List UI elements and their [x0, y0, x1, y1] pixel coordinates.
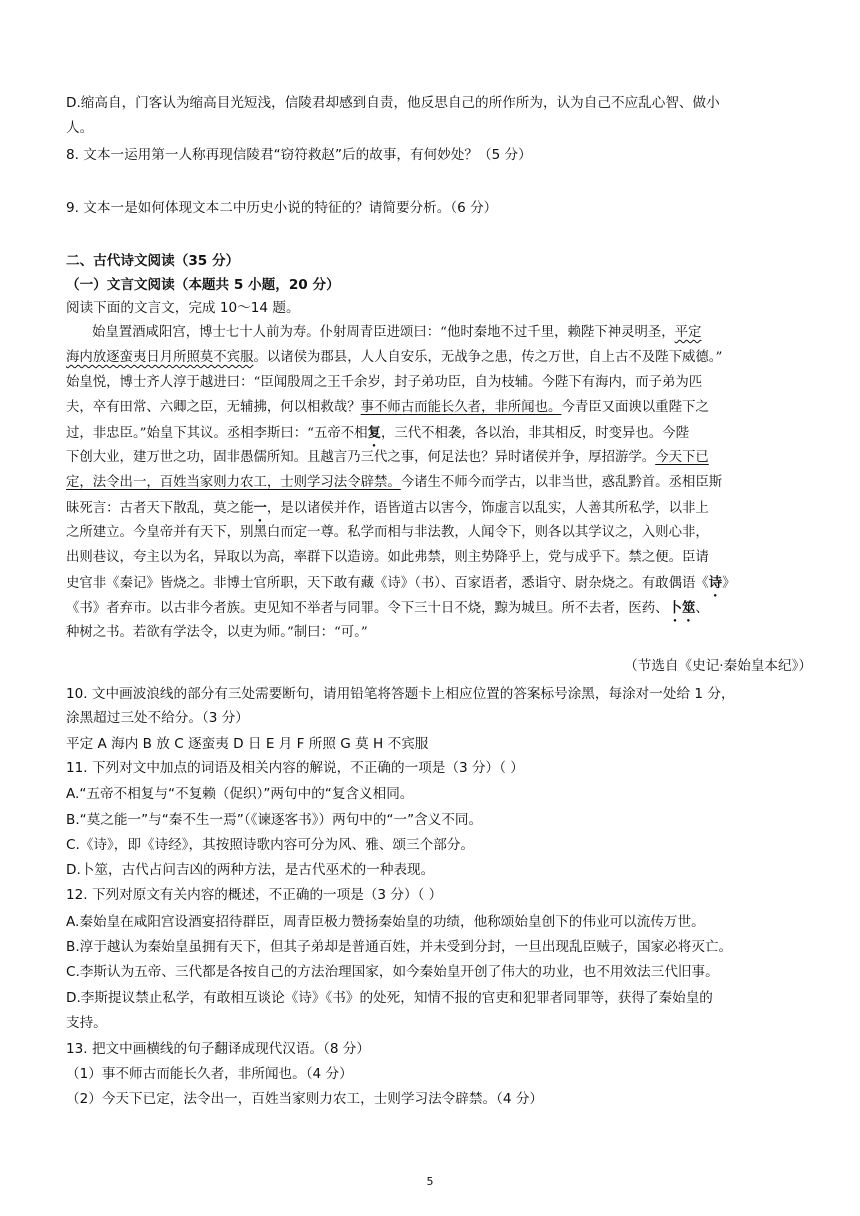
question-11: 11. 下列对文中加点的词语及相关内容的解说，不正确的一项是（3 分）（ ）	[66, 760, 524, 776]
passage-text: 。以诸侯为郡县，人人自安乐，无战争之患，传之万世，自上古不及陛下威德。”	[253, 350, 723, 365]
passage-text: 下创大业，建万世之功，固非愚儒所知。且越言乃三代之事，何足法也？异时诸侯并争，厚招游学。	[66, 450, 656, 465]
passage-line-8	[66, 498, 709, 525]
question-9: 9. 文本一是如何体现文本二中历史小说的特征的？请简要分析。（6 分）	[66, 200, 498, 216]
passage-text: 《书》者弃市。以古非今者族。吏见知不举者与同罪。令下三十日不烧，黥为城旦。所不去者，医药、	[66, 601, 669, 616]
question-13-part-1: （1）事不师古而能长久者，非所闻也。（4 分）	[66, 1066, 353, 1082]
question-13: 13. 把文中画横线的句子翻译成现代汉语。（8 分）	[66, 1041, 370, 1057]
passage-text: 今青臣又面谀以重陛下之	[561, 400, 709, 415]
underlined-sentence-2: 定，法令出一，百姓当家则力农工，士则学习法令辟禁。	[66, 475, 401, 490]
question-13-part-2: （2）今天下已定，法令出一，百姓当家则力农工，士则学习法令辟禁。（4 分）	[66, 1091, 544, 1107]
passage-instruction: 阅读下面的文言文，完成 10～14 题。	[66, 300, 300, 316]
passage-line-12	[66, 598, 709, 625]
passage-line-7	[66, 473, 722, 493]
dotted-word: 一	[253, 500, 267, 516]
passage-text: 今诸生不师今而学古，以非当世，惑乱黔首。丞相臣斯	[400, 475, 723, 490]
passage-line-4	[66, 398, 709, 418]
passage-text: ，是以诸侯并作，语皆道古以害今，饰虚言以乱实，人善其所私学，以非上	[266, 501, 709, 516]
wavy-segment: 海内放逐蛮夷日月所照莫不宾服	[66, 350, 254, 365]
passage-source: （节选自《史记·秦始皇本纪》）	[624, 658, 812, 674]
passage-text: ，三代不相袭，各以治，非其相反，时变异也。今陛	[380, 426, 689, 441]
passage-line-11	[66, 573, 736, 600]
q7-option-d-line2: 人。	[66, 120, 94, 136]
question-10-options: 平定 A 海内 B 放 C 逐蛮夷 D 日 E 月 F 所照 G 莫 H 不宾服	[66, 736, 429, 752]
question-8: 8. 文本一运用第一人称再现信陵君“窃符救赵”后的故事，有何妙处？（5 分）	[66, 147, 532, 163]
passage-text: 夫，卒有田常、六卿之臣，无辅拂，何以相救哉？	[66, 400, 361, 415]
passage-line-5	[66, 423, 689, 450]
passage-text: 始皇置酒咸阳宫，博士七十人前为寿。仆射周青臣进颂曰：“他时秦地不过千里，赖陛下神灵明圣，	[92, 325, 675, 340]
q7-option-d-line1: D.缩高自，门客认为缩高目光短浅，信陵君却感到自责，他反思自己的所作所为，认为自己不应乱心智、做小	[66, 95, 720, 111]
page-number: 5	[426, 1175, 434, 1188]
subsection-heading: （一）文言文阅读（本题共 5 小题，20 分）	[66, 277, 340, 293]
question-11-option-a: A.“五帝不相复与“不复赖（促织）”两句中的“复含义相同。	[66, 786, 414, 802]
passage-line-9: 之所建立。今皇帝并有天下，别黑白而定一尊。私学而相与非法教，人闻令下，则各以其学议之，入则心非，	[66, 525, 709, 540]
question-11-option-c: C.《诗》，即《诗经》，其按照诗歌内容可分为风、雅、颂三个部分。	[66, 837, 475, 853]
passage-line-1	[92, 323, 701, 343]
passage-line-3: 始皇悦，博士齐人淳于越进曰：“臣闻殷周之王千余岁，封子弟功臣，自为枝辅。今陛下有海内，而子弟为匹	[66, 375, 703, 390]
underlined-sentence-2: 今天下已	[655, 450, 709, 465]
passage-line-13: 种树之书。若欲有学法令，以吏为师。”制曰：“可。”	[66, 625, 368, 640]
passage-text: 》	[722, 576, 736, 591]
question-10-line1: 10. 文中画波浪线的部分有三处需要断句，请用铅笔将答题卡上相应位置的答案标号涂黑，每涂对一处给 1 分，	[66, 686, 735, 702]
passage-line-6	[66, 448, 709, 468]
question-12: 12. 下列对原文有关内容的概述，不正确的一项是（3 分）（ ）	[66, 887, 443, 903]
underlined-sentence-1: 事不师古而能长久者，非所闻也。	[360, 400, 562, 415]
section-heading-2: 二、古代诗文阅读（35 分）	[66, 253, 240, 269]
passage-text: 史官非《秦记》皆烧之。非博士官所职，天下敢有藏《诗》（书）、百家语者，悉诣守、尉杂烧之。有敢偶语《	[66, 576, 709, 591]
question-12-option-d-line1: D.李斯提议禁止私学，有敢相互谈论《诗》《书》的处死，知情不报的官吏和犯罪者同罪等，获得了秦始皇的	[66, 990, 713, 1006]
question-12-option-b: B.淳于越认为秦始皇虽拥有天下，但其子弟却是普通百姓，并未受到分封，一旦出现乱臣贼子，国家必将灭亡。	[66, 939, 733, 955]
passage-line-2	[66, 348, 722, 368]
question-11-option-b: B.“莫之能一”与“秦不生一焉”（《谏逐客书》）两句中的“一”含义不同。	[66, 812, 483, 828]
dotted-word: 诗	[708, 575, 723, 591]
question-10-line2: 涂黑超过三处不给分。（3 分）	[66, 710, 249, 726]
question-12-option-d-line2: 支持。	[66, 1015, 107, 1031]
passage-text: 过，非忠臣。”始皇下其议。丞相李斯曰：“五帝不相	[66, 426, 368, 441]
wavy-segment: 平定	[674, 325, 702, 340]
question-11-option-d: D.卜筮，古代占问吉凶的两种方法，是古代巫术的一种表现。	[66, 862, 435, 878]
dotted-word: 卜筮	[668, 600, 696, 616]
passage-text: 昧死言：古者天下散乱，莫之能	[66, 501, 254, 516]
passage-text: 、	[695, 601, 709, 616]
question-12-option-a: A.秦始皇在咸阳宫设酒宴招待群臣，周青臣极力赞扬秦始皇的功绩，他称颂始皇创下的伟业可以流传万世。	[66, 914, 705, 930]
passage-line-10: 出则巷议，夸主以为名，异取以为高，率群下以造谤。如此弗禁，则主势降乎上，党与成乎下。禁之便。臣请	[66, 550, 709, 565]
dotted-word: 复	[367, 425, 381, 441]
question-12-option-c: C.李斯认为五帝、三代都是各按自己的方法治理国家，如今秦始皇开创了伟大的功业，也不用效法三代旧事。	[66, 964, 719, 980]
